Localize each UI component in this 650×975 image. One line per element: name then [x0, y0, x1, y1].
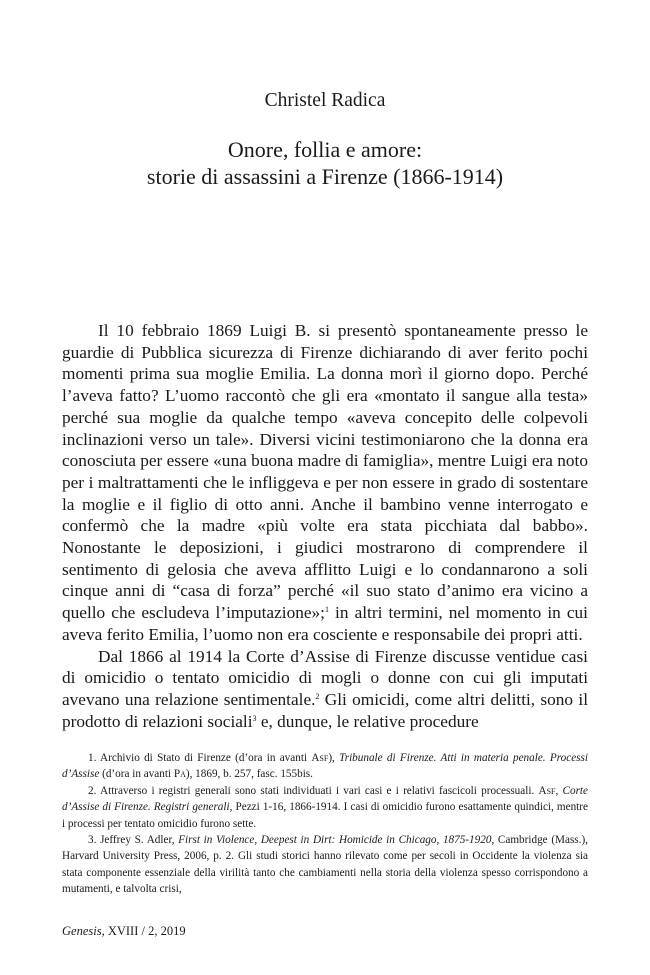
paragraph-2	[62, 646, 588, 733]
paragraph-1	[62, 320, 588, 646]
fn1-text-a: 1. Archivio di Stato di Firenze (d’ora in avanti	[88, 752, 312, 764]
paragraph-2-text-b: Gli omicidi, come altri delitti, sono il prodotto di relazioni sociali	[62, 689, 588, 731]
fn2-text-b: ,	[555, 784, 563, 797]
fn1-italic: Tribunale di Firenze. Atti in materia penale. Processi d’Assise	[62, 752, 588, 781]
journal-name: Genesis	[62, 924, 102, 938]
footnote-ref-3: 3	[252, 713, 257, 723]
fn2-text-a: 2. Attraverso i registri generali sono stati individuati i vari casi e i relativi fascicoli processuali.	[88, 784, 539, 797]
fn3-text-a: 3. Jeffrey S. Adler,	[88, 834, 179, 847]
footnotes	[62, 750, 588, 898]
title-line-2: storie di assassini a Firenze (1866-1914)	[146, 164, 504, 189]
fn3-italic: First in Violence, Deepest in Dirt: Homicide in Chicago, 1875-1920	[178, 834, 492, 847]
paragraph-1-text-a: Il 10 febbraio 1869 Luigi B. si presentò spontaneamente presso le guardie di Pubblica sicurezza di Firenze dichiarando di aver ferito pochi momenti prima sua moglie Emilia. La donna morì il giorno dopo. Perché l’aveva fatto? L’uomo raccontò che gli era «montato il sangue alla testa» perché sua moglie da qualche tempo «aveva concepito delle colpevoli inclinazioni verso un tale». Diversi vicini testimoniarono che la donna era conosciuta per essere «una buona madre di famiglia», mentre Luigi era noto per i maltrattamenti che le infliggeva e per non essere in grado di sostentare la moglie e il figlio di otto anni. Anche il bambino venne interrogato e confermò che la madre «più volte era stata picchiata dal babbo». Nonostante le deposizioni, i giudici mostrarono di comprendere il sentimento di gelosia che aveva afflitto Luigi e lo condannarono a soli cinque anni di “casa di forza” perché «il suo stato d’animo era vicino a quello che escludeva l’imputazione»;	[62, 321, 588, 623]
paragraph-2-text-c: e, dunque, le relative procedure	[256, 711, 479, 731]
page-footer	[62, 924, 186, 939]
article-title	[60, 136, 590, 190]
author-name: Christel Radica	[264, 90, 386, 111]
fn2-text-c: , Pezzi 1-16, 1866-1914. I casi di omicidio furono esattamente quindici, mentre i processi per tentato omicidio furono sette.	[62, 801, 588, 830]
footnote-ref-2: 2	[315, 691, 320, 701]
fn1-asf: Asf	[311, 752, 329, 764]
body-text	[62, 320, 588, 732]
fn1-text-c: (d’ora in avanti	[99, 768, 174, 781]
paragraph-1-text-b: in altri termini, nel momento in cui aveva ferito Emilia, l’uomo non era cosciente e responsabile dei propri atti.	[62, 603, 588, 644]
footnote-3	[62, 832, 588, 898]
footnote-ref-1: 1	[324, 605, 329, 615]
fn2-asf: Asf	[538, 784, 556, 797]
title-line-1: Onore, follia e amore:	[227, 137, 423, 162]
fn1-pa: Pa	[173, 768, 186, 781]
fn3-text-b: , Cambridge (Mass.), Harvard University Press, 2006, p. 2. Gli studi storici hanno rilevato come per secoli in Occidente la violenza sia stata componente essenziale della virilità tanto che cambiamenti nella storia della violenza spesso corrispondono a mutamenti, e talvolta crisi,	[62, 834, 588, 896]
fn1-text-b: ),	[328, 752, 340, 764]
fn1-text-d: ), 1869, b. 257, fasc. 155bis.	[185, 768, 313, 781]
footnote-1	[62, 750, 588, 783]
fn2-italic: Corte d’Assise di Firenze. Registri generali	[62, 784, 588, 814]
footnote-2	[62, 783, 588, 832]
paragraph-2-text-a: Dal 1866 al 1914 la Corte d’Assise di Firenze discusse ventidue casi di omicidio o tentato omicidio di mogli o donne con cui gli imputati avevano una relazione sentimentale.	[62, 646, 588, 709]
journal-issue: , XVIII / 2, 2019	[101, 924, 186, 938]
